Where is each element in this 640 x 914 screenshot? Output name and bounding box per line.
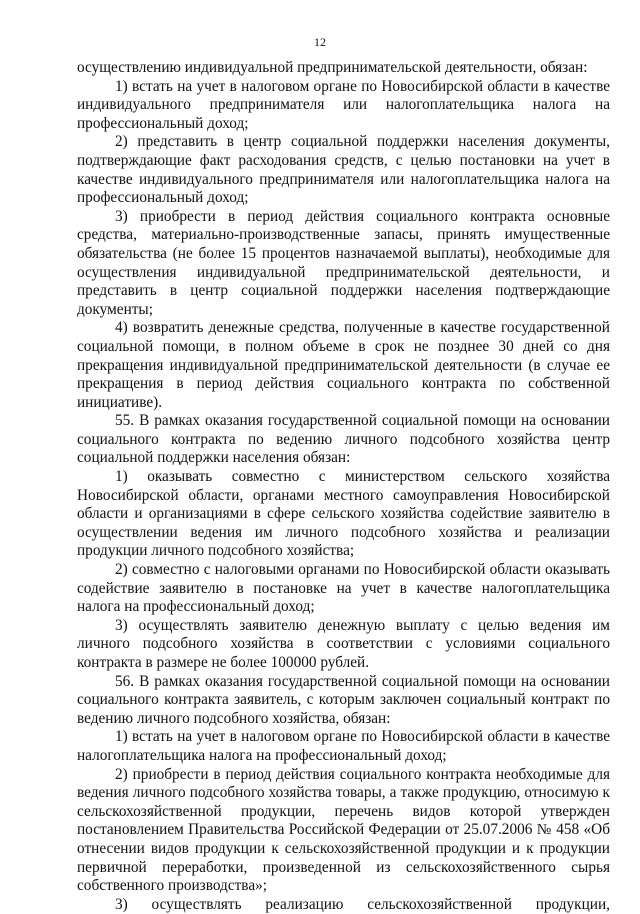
paragraph: 1) встать на учет в налоговом органе по Новосибирской области в качестве налогоплательщика налога на профессиональный доход; bbox=[77, 728, 610, 764]
section-56: 56. В рамках оказания государственной социальной помощи на основании социального контракта заявитель, с которым заключен социальный контракт по ведению личного подсобного хозяйства, обязан: bbox=[77, 672, 610, 727]
paragraph: 4) возвратить денежные средства, полученные в качестве государственной социальной помощи, в полном объеме в срок не позднее 30 дней со дня прекращения индивидуальной предпринимательской деятельности (в случае ее прекращения в период действия социального контракта по собственной инициативе). bbox=[77, 319, 610, 411]
paragraph-continues: 3) осуществлять реализацию сельскохозяйственной продукции, bbox=[115, 895, 610, 913]
paragraph: 3) приобрести в период действия социального контракта основные средства, материально-производственные запасы, принять имущественные обязательства (не более 15 процентов назначаемой выплаты), необходимые для осуществления индивидуальной предпринимательской деятельности, и представить в центр социальной поддержки населения подтверждающие документы; bbox=[77, 207, 610, 318]
paragraph: 1) оказывать совместно с министерством сельского хозяйства Новосибирской области, органами местного самоуправления Новосибирской области и организациями в сфере сельского хозяйства содействие заявителю в осуществлении ведения им личного подсобного хозяйства и реализации продукции личного подсобного хозяйства; bbox=[77, 468, 610, 560]
section-55: 55. В рамках оказания государственной социальной помощи на основании социального контракта по ведению личного подсобного хозяйства центр социальной поддержки населения обязан: bbox=[77, 412, 610, 467]
paragraph: 3) осуществлять заявителю денежную выплату с целью ведения им личного подсобного хозяйства в соответствии с условиями социального контракта в размере не более 100000 рублей. bbox=[77, 616, 610, 671]
paragraph: 1) встать на учет в налоговом органе по Новосибирской области в качестве индивидуального предпринимателя или налогоплательщика налога на профессиональный доход; bbox=[77, 77, 610, 132]
page-number: 12 bbox=[314, 35, 326, 49]
paragraph: 2) приобрести в период действия социального контракта необходимые для ведения личного подсобного хозяйства товары, а также продукцию, относимую к сельскохозяйственной продукции, перечень видов которой утвержден постановлением Правительства Российской Федерации от 25.07.2006 № 458 «Об отнесении видов продукции к сельскохозяйственной продукции и к продукции первичной переработки, произведенной из сельскохозяйственного сырья собственного производства»; bbox=[77, 765, 610, 895]
paragraph-continuation: осуществлению индивидуальной предпринимательской деятельности, обязан: bbox=[77, 59, 588, 76]
document-body bbox=[77, 59, 610, 914]
paragraph: 2) совместно с налоговыми органами по Новосибирской области оказывать содействие заявителю в постановке на учет в качестве налогоплательщика налога на профессиональный доход; bbox=[77, 561, 610, 616]
paragraph: 2) представить в центр социальной поддержки населения документы, подтверждающие факт расходования средств, с целью постановки на учет в качестве индивидуального предпринимателя или налогоплательщика налога на профессиональный доход; bbox=[77, 133, 610, 207]
